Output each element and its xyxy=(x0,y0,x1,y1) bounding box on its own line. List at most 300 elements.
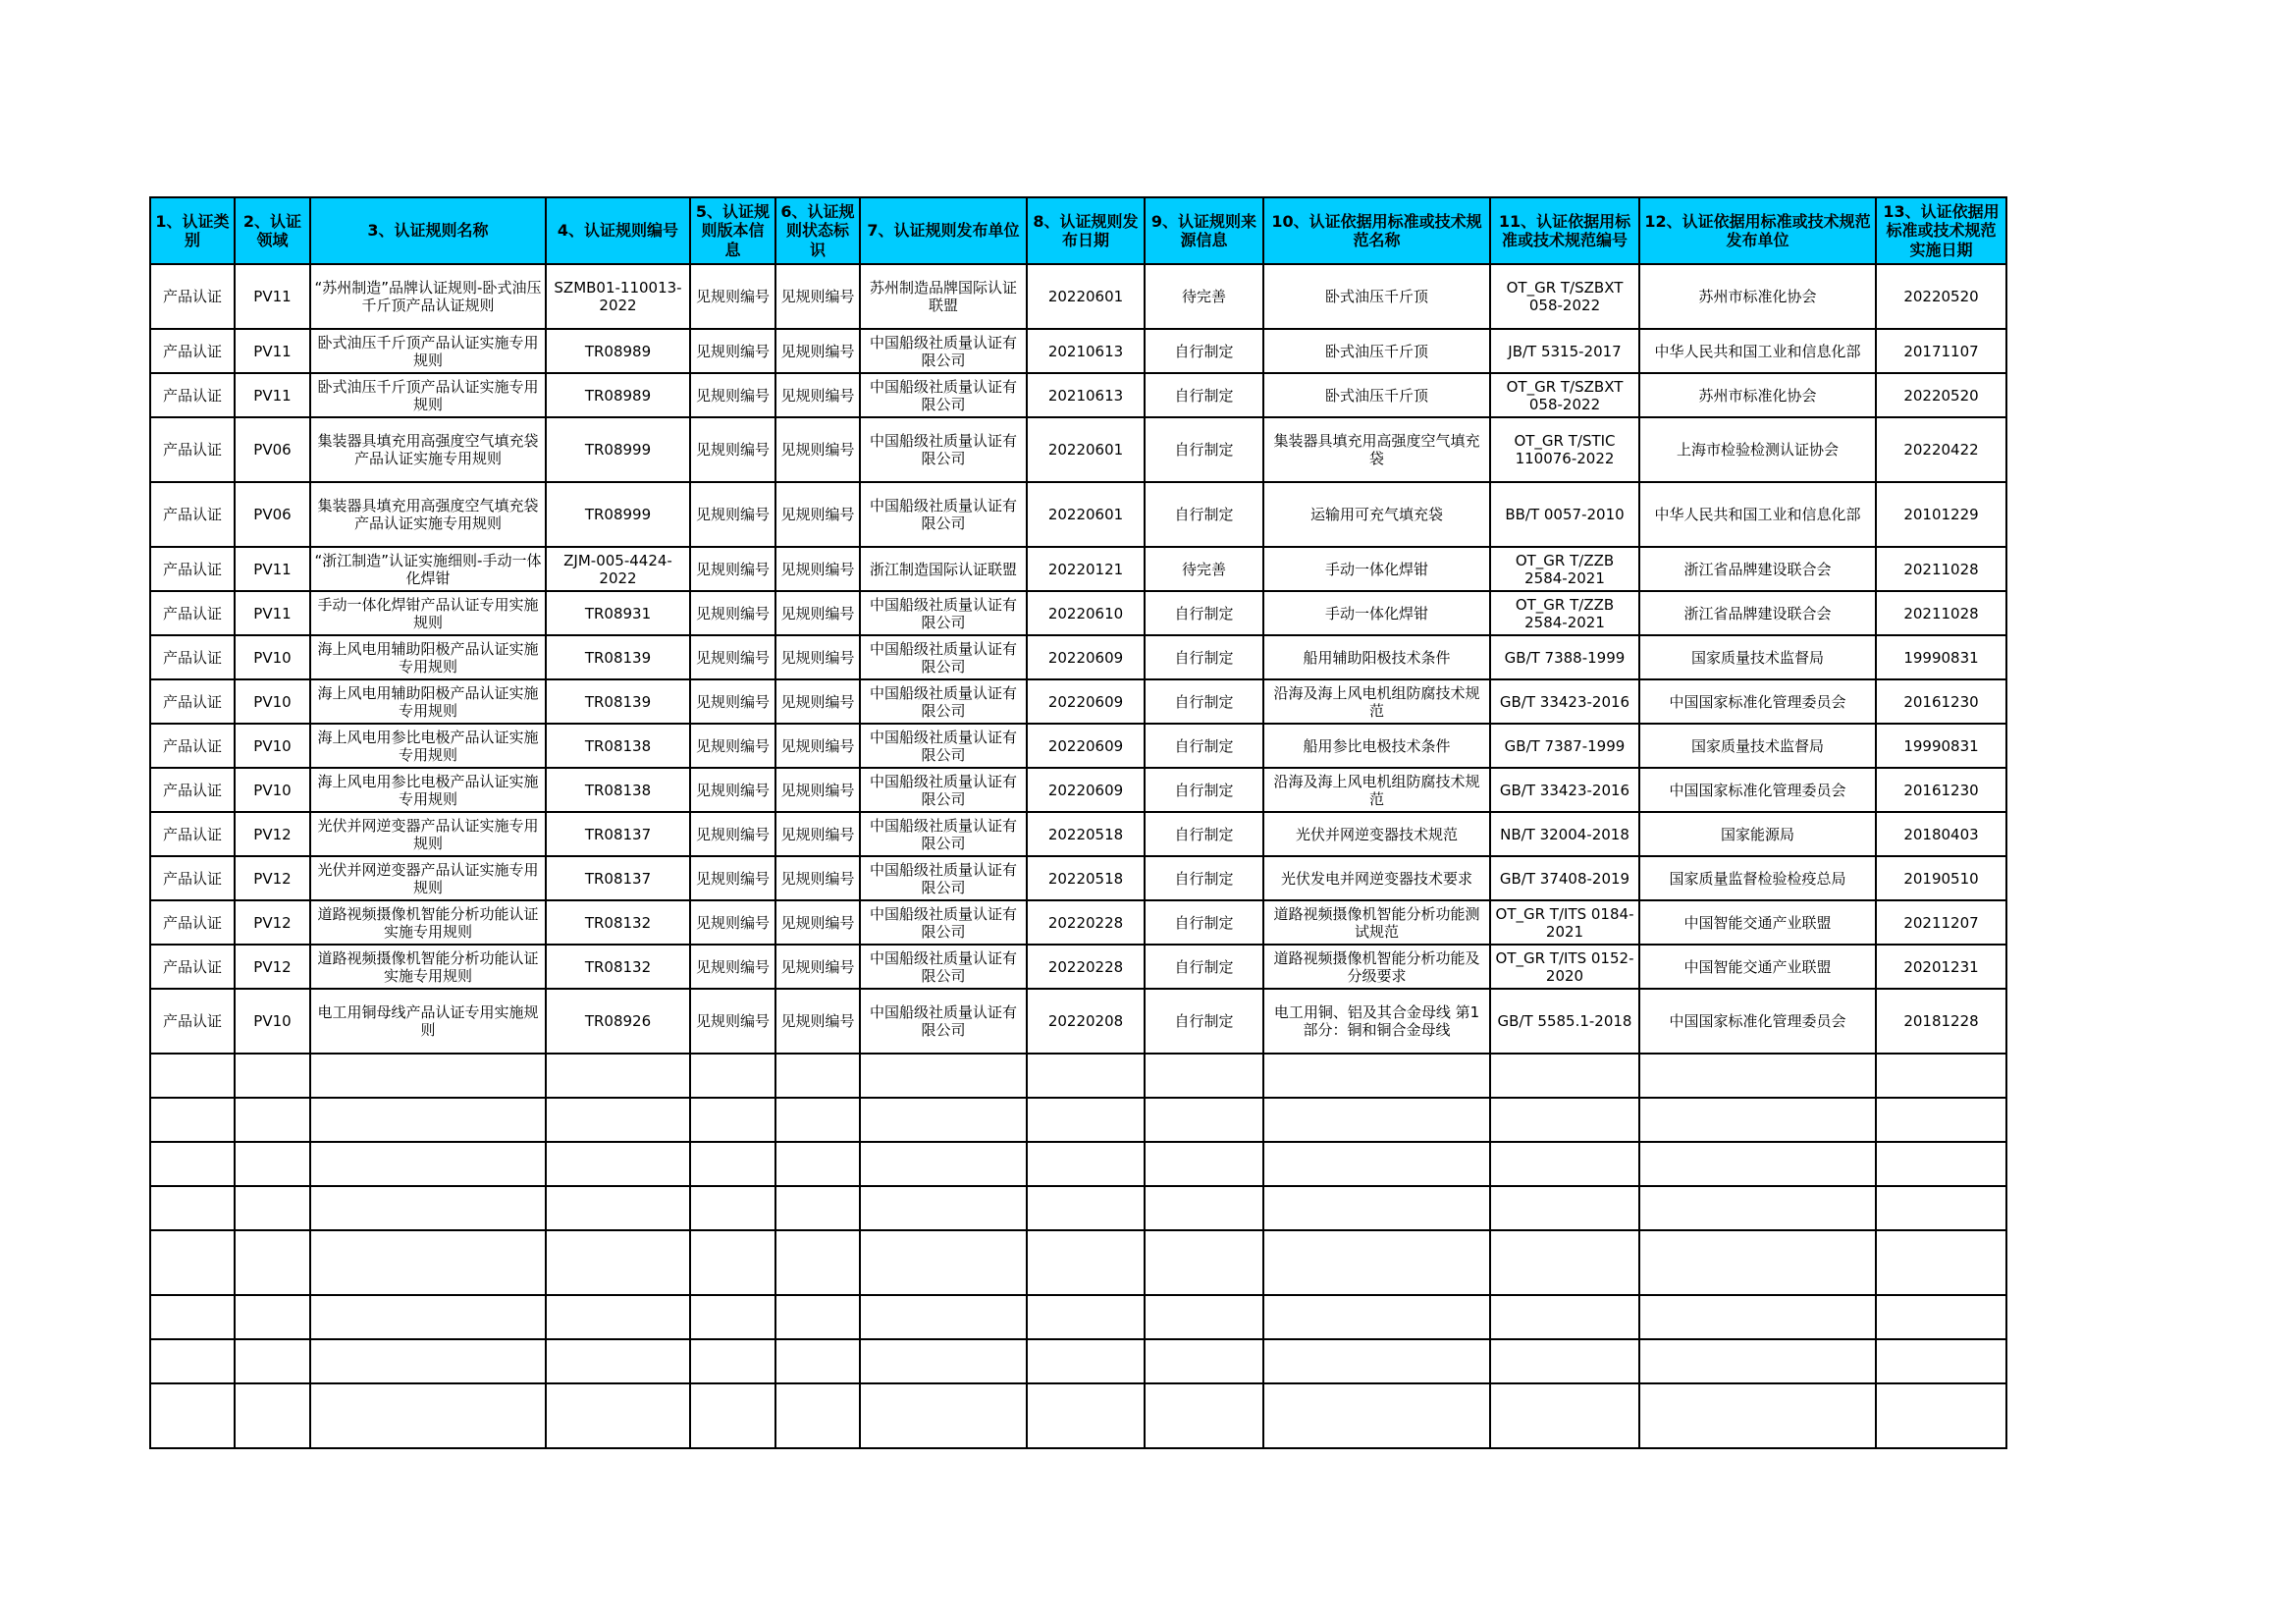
table-cell xyxy=(1876,1339,2006,1383)
table-cell: 见规则编号 xyxy=(775,373,860,417)
table-cell: 自行制定 xyxy=(1145,329,1263,373)
table-cell: GB/T 7388-1999 xyxy=(1490,635,1639,679)
table-cell: 光伏发电并网逆变器技术要求 xyxy=(1263,856,1490,900)
table-cell xyxy=(1490,1295,1639,1339)
table-cell xyxy=(235,1230,310,1295)
table-cell: 光伏并网逆变器产品认证实施专用规则 xyxy=(310,856,546,900)
column-header: 6、认证规则状态标识 xyxy=(775,197,860,264)
table-cell: 见规则编号 xyxy=(690,591,775,635)
table-cell: 待完善 xyxy=(1145,264,1263,329)
table-cell: 卧式油压千斤顶 xyxy=(1263,373,1490,417)
table-cell xyxy=(235,1186,310,1230)
table-cell: PV12 xyxy=(235,945,310,989)
table-cell: “苏州制造”品牌认证规则-卧式油压千斤顶产品认证规则 xyxy=(310,264,546,329)
table-cell: 20220422 xyxy=(1876,417,2006,482)
table-cell xyxy=(860,1339,1027,1383)
column-header: 12、认证依据用标准或技术规范发布单位 xyxy=(1639,197,1876,264)
table-cell xyxy=(860,1383,1027,1448)
table-cell: 自行制定 xyxy=(1145,724,1263,768)
table-cell: 20220520 xyxy=(1876,264,2006,329)
table-cell: 见规则编号 xyxy=(690,989,775,1054)
table-cell: 待完善 xyxy=(1145,547,1263,591)
table-body xyxy=(150,264,2006,1448)
table-cell: 20211028 xyxy=(1876,547,2006,591)
table-cell: 海上风电用参比电极产品认证实施专用规则 xyxy=(310,724,546,768)
table-cell: 电工用铜、铝及其合金母线 第1部分：铜和铜合金母线 xyxy=(1263,989,1490,1054)
table-cell xyxy=(546,1339,690,1383)
table-cell: 见规则编号 xyxy=(775,591,860,635)
column-header: 5、认证规则版本信息 xyxy=(690,197,775,264)
table-cell: PV11 xyxy=(235,329,310,373)
table-cell: 20161230 xyxy=(1876,768,2006,812)
table-row xyxy=(150,1098,2006,1142)
table-cell xyxy=(150,1295,235,1339)
table-cell: TR08926 xyxy=(546,989,690,1054)
table-cell xyxy=(235,1339,310,1383)
table-cell: 20161230 xyxy=(1876,679,2006,724)
table-cell: 中国国家标准化管理委员会 xyxy=(1639,768,1876,812)
table-cell: 20220601 xyxy=(1027,482,1145,547)
table-cell: 自行制定 xyxy=(1145,417,1263,482)
table-cell: 船用辅助阳极技术条件 xyxy=(1263,635,1490,679)
table-cell xyxy=(1490,1142,1639,1186)
table-cell xyxy=(1490,1339,1639,1383)
table-cell: 中国船级社质量认证有限公司 xyxy=(860,768,1027,812)
table-cell xyxy=(310,1295,546,1339)
table-cell: 20220609 xyxy=(1027,724,1145,768)
table-cell: 自行制定 xyxy=(1145,945,1263,989)
table-cell: 产品认证 xyxy=(150,724,235,768)
table-cell: 中国国家标准化管理委员会 xyxy=(1639,989,1876,1054)
table-cell: 卧式油压千斤顶 xyxy=(1263,264,1490,329)
table-cell: ZJM-005-4424-2022 xyxy=(546,547,690,591)
table-cell: 光伏并网逆变器产品认证实施专用规则 xyxy=(310,812,546,856)
table-cell: 集装器具填充用高强度空气填充袋产品认证实施专用规则 xyxy=(310,417,546,482)
table-cell: PV11 xyxy=(235,373,310,417)
table-cell: 自行制定 xyxy=(1145,482,1263,547)
table-cell xyxy=(690,1142,775,1186)
table-cell: TR08132 xyxy=(546,945,690,989)
table-row xyxy=(150,768,2006,812)
table-cell xyxy=(150,1186,235,1230)
table-cell: 产品认证 xyxy=(150,812,235,856)
table-cell: 运输用可充气填充袋 xyxy=(1263,482,1490,547)
table-cell: 中国智能交通产业联盟 xyxy=(1639,900,1876,945)
table-cell: 见规则编号 xyxy=(690,373,775,417)
table-cell: 产品认证 xyxy=(150,591,235,635)
column-header: 9、认证规则来源信息 xyxy=(1145,197,1263,264)
table-cell: 中国船级社质量认证有限公司 xyxy=(860,812,1027,856)
table-cell: 电工用铜母线产品认证专用实施规则 xyxy=(310,989,546,1054)
table-cell: 道路视频摄像机智能分析功能认证实施专用规则 xyxy=(310,945,546,989)
table-cell: 中国船级社质量认证有限公司 xyxy=(860,856,1027,900)
table-cell: 20211207 xyxy=(1876,900,2006,945)
table-cell: 19990831 xyxy=(1876,724,2006,768)
table-cell xyxy=(1027,1142,1145,1186)
table-row xyxy=(150,1383,2006,1448)
table-cell: 见规则编号 xyxy=(775,264,860,329)
table-cell xyxy=(1027,1339,1145,1383)
table-cell: 道路视频摄像机智能分析功能及分级要求 xyxy=(1263,945,1490,989)
table-cell: 见规则编号 xyxy=(690,945,775,989)
table-cell: 20220609 xyxy=(1027,768,1145,812)
table-cell xyxy=(1263,1230,1490,1295)
table-cell: 集装器具填充用高强度空气填充袋 xyxy=(1263,417,1490,482)
table-cell: “浙江制造”认证实施细则-手动一体化焊钳 xyxy=(310,547,546,591)
certification-rules-table xyxy=(149,196,2007,1449)
column-header: 11、认证依据用标准或技术规范编号 xyxy=(1490,197,1639,264)
table-cell: 光伏并网逆变器技术规范 xyxy=(1263,812,1490,856)
table-cell xyxy=(775,1098,860,1142)
table-cell: PV12 xyxy=(235,812,310,856)
table-cell: 20220520 xyxy=(1876,373,2006,417)
table-cell: 20220228 xyxy=(1027,945,1145,989)
table-cell: PV06 xyxy=(235,417,310,482)
table-cell xyxy=(1027,1054,1145,1098)
table-cell: 产品认证 xyxy=(150,768,235,812)
table-cell: TR08137 xyxy=(546,812,690,856)
table-cell: GB/T 37408-2019 xyxy=(1490,856,1639,900)
table-cell: SZMB01-110013-2022 xyxy=(546,264,690,329)
table-cell: 见规则编号 xyxy=(690,768,775,812)
table-cell: 中华人民共和国工业和信息化部 xyxy=(1639,482,1876,547)
table-cell xyxy=(1145,1295,1263,1339)
table-cell: PV10 xyxy=(235,768,310,812)
table-cell: OT_GR T/ITS 0184-2021 xyxy=(1490,900,1639,945)
table-cell: 见规则编号 xyxy=(775,989,860,1054)
table-cell: 产品认证 xyxy=(150,989,235,1054)
table-cell xyxy=(310,1098,546,1142)
table-row xyxy=(150,812,2006,856)
table-cell: 20210613 xyxy=(1027,329,1145,373)
table-cell xyxy=(546,1186,690,1230)
table-cell xyxy=(235,1142,310,1186)
table-cell: 自行制定 xyxy=(1145,812,1263,856)
table-cell xyxy=(860,1230,1027,1295)
table-cell: 见规则编号 xyxy=(690,547,775,591)
table-cell: 道路视频摄像机智能分析功能测试规范 xyxy=(1263,900,1490,945)
table-cell: 苏州市标准化协会 xyxy=(1639,373,1876,417)
table-cell xyxy=(546,1142,690,1186)
table-cell: PV12 xyxy=(235,900,310,945)
table-cell: 20210613 xyxy=(1027,373,1145,417)
table-cell xyxy=(860,1142,1027,1186)
table-cell: OT_GR T/STIC 110076-2022 xyxy=(1490,417,1639,482)
table-cell xyxy=(1876,1054,2006,1098)
table-cell: 20220208 xyxy=(1027,989,1145,1054)
table-cell: 产品认证 xyxy=(150,329,235,373)
table-cell xyxy=(775,1295,860,1339)
table-cell xyxy=(775,1054,860,1098)
table-cell: 见规则编号 xyxy=(775,547,860,591)
table-cell: 海上风电用辅助阳极产品认证实施专用规则 xyxy=(310,679,546,724)
table-cell: JB/T 5315-2017 xyxy=(1490,329,1639,373)
table-cell: 国家质量技术监督局 xyxy=(1639,635,1876,679)
table-cell: TR08999 xyxy=(546,482,690,547)
table-cell: GB/T 33423-2016 xyxy=(1490,768,1639,812)
table-cell xyxy=(235,1054,310,1098)
table-cell: 见规则编号 xyxy=(775,900,860,945)
table-cell: 见规则编号 xyxy=(775,329,860,373)
table-cell: 产品认证 xyxy=(150,856,235,900)
table-cell: 见规则编号 xyxy=(690,856,775,900)
table-cell xyxy=(150,1054,235,1098)
table-cell: 见规则编号 xyxy=(690,724,775,768)
table-cell: 见规则编号 xyxy=(775,724,860,768)
table-cell xyxy=(310,1186,546,1230)
table-cell: TR08138 xyxy=(546,768,690,812)
table-cell: 19990831 xyxy=(1876,635,2006,679)
table-cell: 20220228 xyxy=(1027,900,1145,945)
table-cell xyxy=(1263,1098,1490,1142)
table-cell xyxy=(690,1230,775,1295)
table-cell xyxy=(1027,1098,1145,1142)
table-cell: PV10 xyxy=(235,724,310,768)
table-cell: 20220121 xyxy=(1027,547,1145,591)
table-cell: 苏州制造品牌国际认证联盟 xyxy=(860,264,1027,329)
table-cell: GB/T 7387-1999 xyxy=(1490,724,1639,768)
table-cell xyxy=(1639,1142,1876,1186)
table-cell xyxy=(546,1098,690,1142)
table-cell: TR08931 xyxy=(546,591,690,635)
column-header: 3、认证规则名称 xyxy=(310,197,546,264)
table-cell: OT_GR T/ZZB 2584-2021 xyxy=(1490,547,1639,591)
table-cell: 见规则编号 xyxy=(690,900,775,945)
table-cell: 见规则编号 xyxy=(775,856,860,900)
table-cell xyxy=(1490,1054,1639,1098)
table-cell: 产品认证 xyxy=(150,482,235,547)
table-row xyxy=(150,417,2006,482)
table-cell xyxy=(150,1098,235,1142)
table-cell xyxy=(775,1383,860,1448)
table-cell: 国家质量监督检验检疫总局 xyxy=(1639,856,1876,900)
table-cell: 中国船级社质量认证有限公司 xyxy=(860,635,1027,679)
column-header: 4、认证规则编号 xyxy=(546,197,690,264)
table-cell xyxy=(1263,1339,1490,1383)
table-cell: 见规则编号 xyxy=(690,635,775,679)
table-cell xyxy=(1145,1230,1263,1295)
table-cell: 产品认证 xyxy=(150,900,235,945)
table-row xyxy=(150,591,2006,635)
table-cell xyxy=(150,1339,235,1383)
table-cell: 中华人民共和国工业和信息化部 xyxy=(1639,329,1876,373)
table-cell: PV10 xyxy=(235,679,310,724)
table-cell: TR08989 xyxy=(546,373,690,417)
table-row xyxy=(150,1230,2006,1295)
table-cell: 自行制定 xyxy=(1145,373,1263,417)
table-cell xyxy=(1639,1339,1876,1383)
table-cell: 见规则编号 xyxy=(690,417,775,482)
table-row xyxy=(150,1142,2006,1186)
table-cell xyxy=(1876,1230,2006,1295)
table-cell: 国家质量技术监督局 xyxy=(1639,724,1876,768)
table-cell xyxy=(775,1339,860,1383)
table-cell: 国家能源局 xyxy=(1639,812,1876,856)
table-cell: 手动一体化焊钳 xyxy=(1263,547,1490,591)
table-cell: 手动一体化焊钳产品认证专用实施规则 xyxy=(310,591,546,635)
table-cell: 产品认证 xyxy=(150,635,235,679)
table-cell: 卧式油压千斤顶 xyxy=(1263,329,1490,373)
table-cell xyxy=(310,1383,546,1448)
table-cell xyxy=(546,1230,690,1295)
table-cell xyxy=(690,1186,775,1230)
table-cell: PV11 xyxy=(235,591,310,635)
table-cell: 中国船级社质量认证有限公司 xyxy=(860,679,1027,724)
table-cell: 自行制定 xyxy=(1145,989,1263,1054)
table-cell xyxy=(546,1295,690,1339)
table-cell: 见规则编号 xyxy=(775,417,860,482)
table-cell: GB/T 5585.1-2018 xyxy=(1490,989,1639,1054)
table-row xyxy=(150,547,2006,591)
table-cell: 中国智能交通产业联盟 xyxy=(1639,945,1876,989)
table-cell: 苏州市标准化协会 xyxy=(1639,264,1876,329)
table-cell xyxy=(1027,1383,1145,1448)
table-cell: 20220601 xyxy=(1027,417,1145,482)
table-cell: GB/T 33423-2016 xyxy=(1490,679,1639,724)
table-cell xyxy=(1145,1098,1263,1142)
table-cell xyxy=(775,1186,860,1230)
table-cell xyxy=(1145,1383,1263,1448)
table-row xyxy=(150,635,2006,679)
table-cell: 20190510 xyxy=(1876,856,2006,900)
table-cell: 自行制定 xyxy=(1145,635,1263,679)
table-row xyxy=(150,1295,2006,1339)
table-cell: TR08139 xyxy=(546,635,690,679)
table-cell xyxy=(1263,1054,1490,1098)
table-cell xyxy=(310,1230,546,1295)
table-cell: 海上风电用辅助阳极产品认证实施专用规则 xyxy=(310,635,546,679)
table-cell: 沿海及海上风电机组防腐技术规范 xyxy=(1263,679,1490,724)
table-cell: 见规则编号 xyxy=(690,329,775,373)
table-cell: 20220609 xyxy=(1027,679,1145,724)
table-cell: 见规则编号 xyxy=(775,812,860,856)
table-cell xyxy=(1263,1295,1490,1339)
column-header: 13、认证依据用标准或技术规范实施日期 xyxy=(1876,197,2006,264)
table-cell: 见规则编号 xyxy=(775,679,860,724)
table-cell xyxy=(1639,1230,1876,1295)
table-cell: 20180403 xyxy=(1876,812,2006,856)
table-cell xyxy=(1639,1098,1876,1142)
table-cell: PV11 xyxy=(235,264,310,329)
table-cell: 见规则编号 xyxy=(690,812,775,856)
table-cell: 沿海及海上风电机组防腐技术规范 xyxy=(1263,768,1490,812)
table-cell: OT_GR T/ZZB 2584-2021 xyxy=(1490,591,1639,635)
table-cell xyxy=(1876,1098,2006,1142)
table-row xyxy=(150,856,2006,900)
table-cell: TR08132 xyxy=(546,900,690,945)
table-cell: 上海市检验检测认证协会 xyxy=(1639,417,1876,482)
table-cell: 中国船级社质量认证有限公司 xyxy=(860,373,1027,417)
column-header: 7、认证规则发布单位 xyxy=(860,197,1027,264)
table-cell xyxy=(1263,1383,1490,1448)
table-cell xyxy=(1639,1383,1876,1448)
table-cell: 中国国家标准化管理委员会 xyxy=(1639,679,1876,724)
table-cell: 中国船级社质量认证有限公司 xyxy=(860,945,1027,989)
table-cell xyxy=(1490,1186,1639,1230)
table-cell: 产品认证 xyxy=(150,417,235,482)
table-cell: 20201231 xyxy=(1876,945,2006,989)
table-cell: TR08139 xyxy=(546,679,690,724)
table-cell: 20211028 xyxy=(1876,591,2006,635)
table-row xyxy=(150,1339,2006,1383)
table-cell xyxy=(1027,1295,1145,1339)
table-cell xyxy=(1145,1142,1263,1186)
table-cell: 见规则编号 xyxy=(690,679,775,724)
table-row xyxy=(150,724,2006,768)
table-cell xyxy=(775,1142,860,1186)
table-cell xyxy=(690,1295,775,1339)
table-cell: 产品认证 xyxy=(150,264,235,329)
table-cell xyxy=(235,1295,310,1339)
table-cell xyxy=(1027,1230,1145,1295)
table-row xyxy=(150,989,2006,1054)
table-row xyxy=(150,1186,2006,1230)
table-cell: TR08138 xyxy=(546,724,690,768)
table-cell: 海上风电用参比电极产品认证实施专用规则 xyxy=(310,768,546,812)
table-row xyxy=(150,373,2006,417)
table-row xyxy=(150,329,2006,373)
table-cell xyxy=(1490,1098,1639,1142)
table-cell: 见规则编号 xyxy=(775,768,860,812)
table-cell: 见规则编号 xyxy=(690,264,775,329)
table-row xyxy=(150,900,2006,945)
table-cell xyxy=(546,1054,690,1098)
table-cell: 20181228 xyxy=(1876,989,2006,1054)
table-cell xyxy=(1145,1339,1263,1383)
table-cell: 自行制定 xyxy=(1145,591,1263,635)
table-cell: 自行制定 xyxy=(1145,856,1263,900)
table-cell xyxy=(150,1142,235,1186)
table-cell: 20220610 xyxy=(1027,591,1145,635)
table-cell: BB/T 0057-2010 xyxy=(1490,482,1639,547)
table-cell: TR08137 xyxy=(546,856,690,900)
table-cell xyxy=(860,1295,1027,1339)
table-cell xyxy=(1145,1054,1263,1098)
table-row xyxy=(150,945,2006,989)
table-cell: TR08999 xyxy=(546,417,690,482)
column-header: 2、认证领域 xyxy=(235,197,310,264)
table-cell: 20171107 xyxy=(1876,329,2006,373)
table-cell xyxy=(310,1339,546,1383)
table-cell: 浙江省品牌建设联合会 xyxy=(1639,547,1876,591)
certification-rules-table-container xyxy=(149,196,2007,1449)
table-cell xyxy=(1639,1295,1876,1339)
table-cell xyxy=(690,1098,775,1142)
table-cell xyxy=(775,1230,860,1295)
table-cell xyxy=(860,1054,1027,1098)
table-cell xyxy=(1876,1383,2006,1448)
table-cell xyxy=(1490,1230,1639,1295)
table-cell: 中国船级社质量认证有限公司 xyxy=(860,900,1027,945)
table-cell xyxy=(310,1142,546,1186)
table-cell: 浙江省品牌建设联合会 xyxy=(1639,591,1876,635)
table-cell: 手动一体化焊钳 xyxy=(1263,591,1490,635)
table-row xyxy=(150,264,2006,329)
table-cell: 道路视频摄像机智能分析功能认证实施专用规则 xyxy=(310,900,546,945)
table-cell xyxy=(690,1383,775,1448)
table-cell: 浙江制造国际认证联盟 xyxy=(860,547,1027,591)
table-cell: 船用参比电极技术条件 xyxy=(1263,724,1490,768)
table-cell: 20220601 xyxy=(1027,264,1145,329)
table-cell: OT_GR T/SZBXT 058-2022 xyxy=(1490,264,1639,329)
table-cell: 20220518 xyxy=(1027,856,1145,900)
table-cell: PV06 xyxy=(235,482,310,547)
table-cell: 见规则编号 xyxy=(775,482,860,547)
table-cell xyxy=(1639,1054,1876,1098)
table-cell xyxy=(1263,1142,1490,1186)
table-cell: 见规则编号 xyxy=(690,482,775,547)
table-cell xyxy=(310,1054,546,1098)
